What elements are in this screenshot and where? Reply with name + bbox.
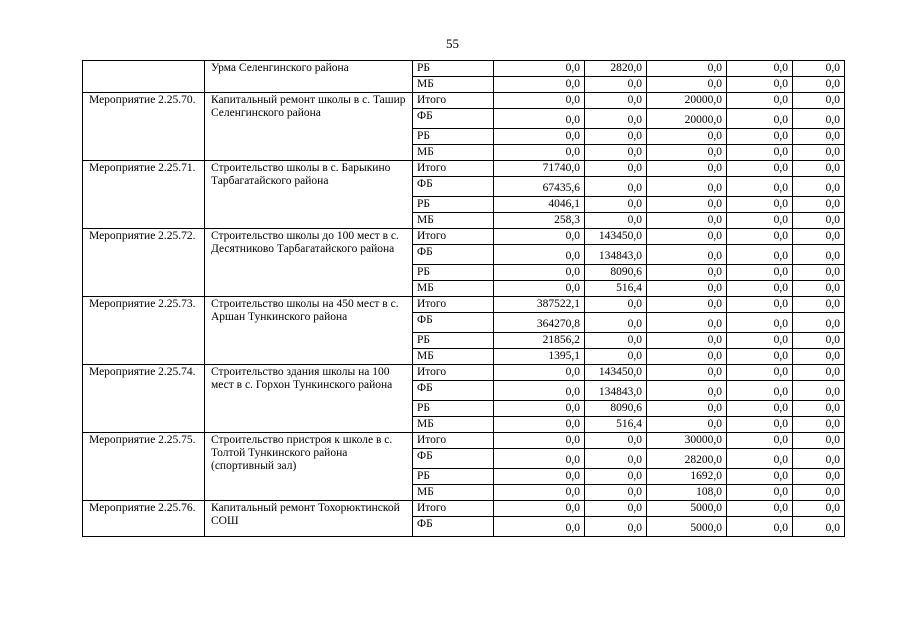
amount-cell: 0,0 [793, 501, 845, 517]
amount-cell: 0,0 [647, 297, 727, 313]
amount-cell: 0,0 [793, 297, 845, 313]
amount-cell: 1395,1 [494, 349, 585, 365]
amount-cell: 0,0 [793, 229, 845, 245]
amount-cell: 0,0 [647, 265, 727, 281]
amount-cell: 0,0 [585, 469, 647, 485]
amount-cell: 0,0 [647, 77, 727, 93]
amount-cell: 0,0 [793, 401, 845, 417]
funding-source: РБ [413, 265, 494, 281]
amount-cell: 516,4 [585, 417, 647, 433]
funding-source: Итого [413, 365, 494, 381]
funding-source: РБ [413, 469, 494, 485]
amount-cell: 387522,1 [494, 297, 585, 313]
amount-cell: 4046,1 [494, 197, 585, 213]
measure-name: Строительство школы в с. Барыкино Тарбагатайского района [205, 161, 413, 229]
amount-cell: 0,0 [727, 313, 793, 333]
funding-source: МБ [413, 281, 494, 297]
amount-cell: 0,0 [585, 77, 647, 93]
funding-source: РБ [413, 129, 494, 145]
amount-cell: 8090,6 [585, 401, 647, 417]
amount-cell: 0,0 [727, 365, 793, 381]
table-row [83, 61, 845, 77]
amount-cell: 0,0 [494, 469, 585, 485]
funding-source: РБ [413, 61, 494, 77]
amount-cell: 0,0 [585, 485, 647, 501]
funding-source: МБ [413, 213, 494, 229]
amount-cell: 0,0 [585, 161, 647, 177]
amount-cell: 71740,0 [494, 161, 585, 177]
measure-name: Строительство здания школы на 100 мест в с. Горхон Тункинского района [205, 365, 413, 433]
amount-cell: 0,0 [793, 449, 845, 469]
amount-cell: 0,0 [494, 381, 585, 401]
amount-cell: 0,0 [647, 213, 727, 229]
table-row [83, 433, 845, 449]
funding-source: РБ [413, 401, 494, 417]
amount-cell: 0,0 [727, 349, 793, 365]
funding-source: ФБ [413, 449, 494, 469]
amount-cell: 21856,2 [494, 333, 585, 349]
measure-name: Капитальный ремонт Тохорюктинской СОШ [205, 501, 413, 537]
amount-cell: 0,0 [793, 77, 845, 93]
amount-cell: 0,0 [727, 501, 793, 517]
amount-cell: 0,0 [585, 349, 647, 365]
amount-cell: 0,0 [647, 229, 727, 245]
amount-cell: 143450,0 [585, 365, 647, 381]
amount-cell: 0,0 [647, 177, 727, 197]
funding-source: ФБ [413, 313, 494, 333]
amount-cell: 0,0 [727, 401, 793, 417]
amount-cell: 0,0 [647, 313, 727, 333]
amount-cell: 0,0 [727, 229, 793, 245]
amount-cell: 0,0 [647, 281, 727, 297]
table-row [83, 229, 845, 245]
amount-cell: 0,0 [793, 93, 845, 109]
amount-cell: 0,0 [494, 281, 585, 297]
amount-cell: 0,0 [727, 297, 793, 313]
amount-cell: 0,0 [727, 213, 793, 229]
amount-cell: 0,0 [727, 265, 793, 281]
funding-source: МБ [413, 77, 494, 93]
funding-source: ФБ [413, 245, 494, 265]
amount-cell: 0,0 [793, 161, 845, 177]
amount-cell: 0,0 [647, 349, 727, 365]
amount-cell: 516,4 [585, 281, 647, 297]
amount-cell: 0,0 [647, 245, 727, 265]
amount-cell: 0,0 [585, 297, 647, 313]
measure-label: Мероприятие 2.25.76. [83, 501, 205, 537]
amount-cell: 0,0 [727, 485, 793, 501]
amount-cell: 0,0 [727, 245, 793, 265]
amount-cell: 0,0 [727, 417, 793, 433]
amount-cell: 0,0 [793, 145, 845, 161]
funding-source: Итого [413, 297, 494, 313]
funding-source: ФБ [413, 177, 494, 197]
amount-cell: 0,0 [727, 197, 793, 213]
amount-cell: 0,0 [494, 145, 585, 161]
amount-cell: 134843,0 [585, 245, 647, 265]
amount-cell: 0,0 [585, 93, 647, 109]
table-row [83, 501, 845, 517]
amount-cell: 0,0 [793, 61, 845, 77]
amount-cell: 134843,0 [585, 381, 647, 401]
amount-cell: 0,0 [647, 145, 727, 161]
funding-source: Итого [413, 433, 494, 449]
amount-cell: 0,0 [727, 381, 793, 401]
amount-cell: 0,0 [585, 197, 647, 213]
amount-cell: 0,0 [727, 517, 793, 537]
amount-cell: 258,3 [494, 213, 585, 229]
amount-cell: 0,0 [727, 433, 793, 449]
table-row [83, 297, 845, 313]
amount-cell: 0,0 [494, 449, 585, 469]
amount-cell: 0,0 [727, 145, 793, 161]
amount-cell: 108,0 [647, 485, 727, 501]
funding-source: ФБ [413, 517, 494, 537]
amount-cell: 0,0 [494, 129, 585, 145]
measure-label: Мероприятие 2.25.74. [83, 365, 205, 433]
funding-source: ФБ [413, 109, 494, 129]
amount-cell: 0,0 [793, 333, 845, 349]
measure-name: Строительство школы на 450 мест в с. Аршан Тункинского района [205, 297, 413, 365]
amount-cell: 0,0 [647, 333, 727, 349]
amount-cell: 0,0 [494, 401, 585, 417]
table-row [83, 93, 845, 109]
amount-cell: 0,0 [585, 177, 647, 197]
amount-cell: 0,0 [793, 417, 845, 433]
amount-cell: 0,0 [494, 433, 585, 449]
amount-cell: 0,0 [647, 417, 727, 433]
measure-name: Урма Селенгинского района [205, 61, 413, 93]
amount-cell: 0,0 [793, 213, 845, 229]
amount-cell: 364270,8 [494, 313, 585, 333]
amount-cell: 0,0 [494, 265, 585, 281]
measure-label [83, 61, 205, 93]
funding-source: МБ [413, 145, 494, 161]
amount-cell: 0,0 [585, 129, 647, 145]
measure-label: Мероприятие 2.25.70. [83, 93, 205, 161]
amount-cell: 0,0 [793, 349, 845, 365]
amount-cell: 0,0 [647, 401, 727, 417]
amount-cell: 28200,0 [647, 449, 727, 469]
measure-label: Мероприятие 2.25.72. [83, 229, 205, 297]
amount-cell: 5000,0 [647, 501, 727, 517]
measure-name: Строительство пристроя к школе в с. Толтой Тункинского района (спортивный зал) [205, 433, 413, 501]
amount-cell: 0,0 [494, 485, 585, 501]
amount-cell: 67435,6 [494, 177, 585, 197]
funding-source: Итого [413, 93, 494, 109]
amount-cell: 0,0 [494, 517, 585, 537]
amount-cell: 0,0 [585, 449, 647, 469]
amount-cell: 0,0 [494, 229, 585, 245]
amount-cell: 0,0 [494, 501, 585, 517]
amount-cell: 0,0 [727, 281, 793, 297]
amount-cell: 0,0 [793, 469, 845, 485]
amount-cell: 0,0 [727, 61, 793, 77]
amount-cell: 1692,0 [647, 469, 727, 485]
amount-cell: 0,0 [585, 433, 647, 449]
amount-cell: 0,0 [793, 281, 845, 297]
measure-name: Строительство школы до 100 мест в с. Десятниково Тарбагатайского района [205, 229, 413, 297]
amount-cell: 0,0 [494, 109, 585, 129]
amount-cell: 0,0 [727, 129, 793, 145]
amount-cell: 0,0 [647, 197, 727, 213]
amount-cell: 0,0 [727, 93, 793, 109]
amount-cell: 0,0 [793, 265, 845, 281]
amount-cell: 20000,0 [647, 93, 727, 109]
amount-cell: 0,0 [585, 213, 647, 229]
amount-cell: 0,0 [585, 517, 647, 537]
funding-source: Итого [413, 229, 494, 245]
amount-cell: 0,0 [793, 177, 845, 197]
amount-cell: 0,0 [793, 313, 845, 333]
amount-cell: 0,0 [793, 433, 845, 449]
amount-cell: 0,0 [647, 129, 727, 145]
amount-cell: 0,0 [494, 77, 585, 93]
amount-cell: 5000,0 [647, 517, 727, 537]
amount-cell: 0,0 [727, 77, 793, 93]
amount-cell: 0,0 [585, 501, 647, 517]
amount-cell: 0,0 [793, 245, 845, 265]
amount-cell: 8090,6 [585, 265, 647, 281]
funding-source: МБ [413, 349, 494, 365]
amount-cell: 0,0 [585, 145, 647, 161]
amount-cell: 0,0 [585, 333, 647, 349]
funding-source: Итого [413, 501, 494, 517]
amount-cell: 0,0 [793, 109, 845, 129]
amount-cell: 0,0 [793, 197, 845, 213]
table-row [83, 161, 845, 177]
amount-cell: 0,0 [793, 129, 845, 145]
amount-cell: 2820,0 [585, 61, 647, 77]
funding-source: ФБ [413, 381, 494, 401]
table-row [83, 365, 845, 381]
amount-cell: 0,0 [494, 245, 585, 265]
amount-cell: 0,0 [727, 333, 793, 349]
amount-cell: 0,0 [793, 365, 845, 381]
amount-cell: 0,0 [647, 381, 727, 401]
amount-cell: 0,0 [494, 417, 585, 433]
measure-label: Мероприятие 2.25.75. [83, 433, 205, 501]
measure-name: Капитальный ремонт школы в с. Ташир Селенгинского района [205, 93, 413, 161]
amount-cell: 0,0 [585, 313, 647, 333]
amount-cell: 0,0 [793, 517, 845, 537]
amount-cell: 0,0 [727, 109, 793, 129]
funding-source: МБ [413, 485, 494, 501]
funding-source: Итого [413, 161, 494, 177]
funding-source: РБ [413, 197, 494, 213]
measure-label: Мероприятие 2.25.71. [83, 161, 205, 229]
amount-cell: 0,0 [647, 161, 727, 177]
funding-source: РБ [413, 333, 494, 349]
amount-cell: 0,0 [494, 93, 585, 109]
measure-label: Мероприятие 2.25.73. [83, 297, 205, 365]
funding-source: МБ [413, 417, 494, 433]
amount-cell: 143450,0 [585, 229, 647, 245]
amount-cell: 0,0 [494, 61, 585, 77]
amount-cell: 0,0 [727, 161, 793, 177]
amount-cell: 0,0 [793, 485, 845, 501]
budget-table [82, 60, 845, 537]
amount-cell: 0,0 [494, 365, 585, 381]
amount-cell: 20000,0 [647, 109, 727, 129]
amount-cell: 0,0 [727, 469, 793, 485]
amount-cell: 0,0 [585, 109, 647, 129]
page-number: 55 [446, 36, 459, 51]
amount-cell: 0,0 [647, 365, 727, 381]
amount-cell: 0,0 [647, 61, 727, 77]
amount-cell: 0,0 [727, 177, 793, 197]
amount-cell: 0,0 [727, 449, 793, 469]
amount-cell: 30000,0 [647, 433, 727, 449]
amount-cell: 0,0 [793, 381, 845, 401]
